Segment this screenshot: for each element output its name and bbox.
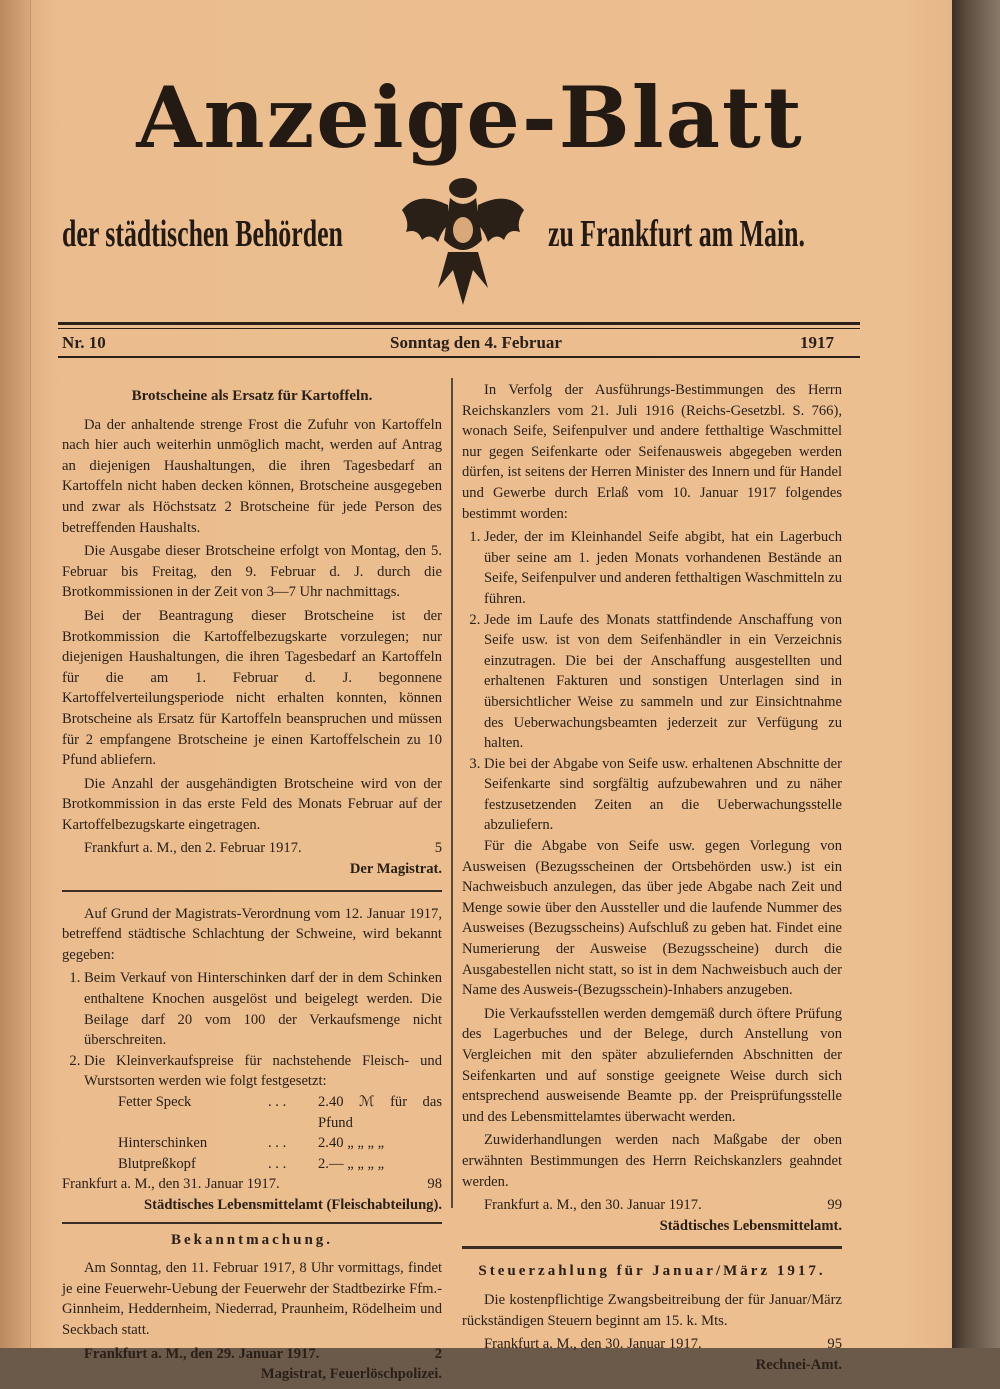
- list-item: 1. Jeder, der im Kleinhandel Seife abgibt, hat ein Lagerbuch über seine am 1. jeden Monats vorhandenen Bestände an Seife, Seifenpulver und anderen fetthaltigen Waschmitteln zu führen.: [484, 527, 842, 609]
- article-title: Bekanntmachung.: [170, 1231, 334, 1248]
- header-rule-top-thin: [58, 328, 860, 329]
- book-edge: [952, 0, 1000, 1348]
- paragraph: Die Verkaufsstellen werden demgemäß durch öftere Prüfung des Lagerbuches und der Belege, durch Anstellung von Vergleichen mit den später abzuliefernden Abschnitten der Seifenkarten und auf sonstige geeignete Weise durch sich entsprechend ausweisende Beamte pp. der Preisprüfungsstelle und des Lebensmittelamtes überwacht werden.: [462, 1005, 842, 1125]
- item-name: Blutpreßkopf: [118, 1155, 196, 1172]
- signature: Magistrat, Feuerlöschpolizei.: [260, 1366, 442, 1383]
- header-rule-top: [58, 322, 860, 325]
- masthead-subtitle-right: zu Frankfurt am Main.: [548, 213, 805, 255]
- date: Frankfurt a. M., den 29. Januar 1917.: [84, 1345, 320, 1362]
- issue-date: Sonntag den 4. Februar: [390, 333, 562, 352]
- date: Frankfurt a. M., den 30. Januar 1917.: [484, 1197, 702, 1214]
- signature: Städtisches Lebensmittelamt (Fleischabteilung).: [144, 1196, 442, 1213]
- masthead-title: Anzeige-Blatt: [136, 68, 804, 167]
- leader-dots: . . .: [268, 1155, 287, 1172]
- paragraph: Bei der Beantragung dieser Brotscheine ist der Brotkommission die Kartoffelbezugskarte vorzulegen; nur diejenigen Haushaltungen, die ihren Tagesbedarf an Kartoffeln für die am 1. Februar d. J. begonnene Kartoffelverteilungsperiode nicht erhalten konnten, können Brotscheine als Ersatz für Kartoffeln beanspruchen und müssen für 2 empfangene Brotscheine je einen Kartoffelschein zu 10 Pfund abliefern.: [62, 607, 442, 769]
- dateline: [462, 1334, 842, 1355]
- date: Frankfurt a. M., den 31. Januar 1917.: [62, 1176, 280, 1193]
- dateline: [62, 1344, 442, 1365]
- signature: Rechnei-Amt.: [755, 1356, 842, 1373]
- issue-number: Nr. 10: [62, 333, 106, 352]
- price-row: [118, 1092, 442, 1133]
- date: Frankfurt a. M., den 2. Februar 1917.: [84, 840, 302, 857]
- price-row: [118, 1154, 442, 1175]
- signature: Der Magistrat.: [349, 861, 442, 878]
- dateline: [62, 1174, 442, 1195]
- paragraph: Am Sonntag, den 11. Februar 1917, 8 Uhr vormittags, findet je eine Feuerwehr-Uebung der Feuerwehr der Stadtbezirke Ffm.-Ginnheim, Heddernheim, Niederrad, Praunheim, Rödelheim und Seckbach statt.: [62, 1260, 442, 1338]
- divider: [62, 1222, 442, 1224]
- page-binding: [0, 0, 31, 1348]
- column-divider: [451, 378, 453, 1208]
- item-price: 2.40 ℳ für das Pfund: [318, 1094, 442, 1131]
- article-title: Steuerzahlung für Januar/März 1917.: [478, 1263, 826, 1280]
- dateline: [462, 1195, 842, 1216]
- eagle-crest-icon: [398, 170, 528, 310]
- item-name: Fetter Speck: [118, 1094, 192, 1110]
- notice-number: 2: [434, 1345, 442, 1362]
- signature: Städtisches Lebensmittelamt.: [659, 1217, 842, 1234]
- date: Frankfurt a. M., den 30. Januar 1917.: [484, 1336, 702, 1353]
- list-item: 3. Die bei der Abgabe von Seife usw. erhaltenen Abschnitte der Seifenkarte sind sorgfältig aufzubewahren und zu näher festzusetzenden Zeiten an die Ueberwachungsstelle abzuliefern.: [484, 754, 842, 836]
- item-price: 2.— „ „ „ „: [318, 1155, 385, 1172]
- left-column: [62, 380, 442, 1389]
- leader-dots: . . .: [268, 1094, 287, 1110]
- issue-year: 1917: [800, 333, 834, 352]
- price-row: [118, 1133, 442, 1154]
- article-bekanntmachung: [62, 1230, 442, 1385]
- list-item: 2. Jede im Laufe des Monats stattfindende Anschaffung von Seife usw. ist von dem Seifenhändler in ein Verzeichnis einzutragen. Die bei der Anschaffung ausgestellten und erhaltenen Fakturen und sonstigen Unterlagen sind in übersichtlicher Weise zu sammeln und zur Einsichtnahme des Ueberwachungsbeamten jederzeit zur Verfügung zu halten.: [484, 610, 842, 754]
- price-list: [62, 1092, 442, 1174]
- article-steuerzahlung: [462, 1261, 842, 1375]
- notice-number: 95: [827, 1336, 842, 1353]
- dateline: [62, 838, 442, 859]
- item-price: 2.40 „ „ „ „: [318, 1135, 385, 1152]
- article-brotscheine: [62, 386, 442, 880]
- leader-dots: . . .: [268, 1135, 287, 1152]
- list-item: 1. Beim Verkauf von Hinterschinken darf der in dem Schinken enthaltene Knochen ausgelöst und beigelegt werden. Die Beilage darf 20 vom 100 der Verkaufsmenge nicht überschreiten.: [84, 968, 442, 1050]
- paragraph: In Verfolg der Ausführungs-Bestimmungen des Herrn Reichskanzlers vom 21. Juli 1916 (Reichs-Gesetzbl. S. 766), wonach Seife, Seifenpulver und andere fetthaltige Waschmittel nur gegen Seifenkarte oder Seifenausweis abgegeben werden dürfen, ist seitens der Herren Minister des Innern und für Handel und Gewerbe durch Erlaß vom 10. Januar 1917 folgendes bestimmt worden:: [462, 382, 842, 522]
- article-seife: [462, 380, 842, 1236]
- divider: [462, 1246, 842, 1249]
- paragraph: Die Anzahl der ausgehändigten Brotscheine wird von der Brotkommission in das erste Feld des Monats Februar auf der Kartoffelbezugskarte eingetragen.: [62, 775, 442, 833]
- divider: [62, 890, 442, 892]
- paragraph: Auf Grund der Magistrats-Verordnung vom 12. Januar 1917, betreffend städtische Schlachtung der Schweine, wird bekannt gegeben:: [62, 905, 442, 963]
- paragraph: Da der anhaltende strenge Frost die Zufuhr von Kartoffeln nach hier auch weiterhin unmöglich macht, werden auf Antrag an diejenigen Haushaltungen, die ihren Tagesbedarf an Kartoffeln nicht haben decken können, Brotscheine ausgegeben und zwar als Höchstsatz 2 Brotscheine für jede Person des betreffenden Haushalts.: [62, 416, 442, 536]
- masthead-subtitle-left: der städtischen Behörden: [62, 213, 343, 255]
- paragraph: Für die Abgabe von Seife usw. gegen Vorlegung von Ausweisen (Bezugsscheinen der Ortsbehörden usw.) ist ein Nachweisbuch anzulegen, das über jede Abgabe nach Zeit und Menge sowie über den Aussteller und die laufende Nummer des Ausweises (Bezugsscheins) Aufschluß zu geben hat. Findet eine Numerierung der Ausweise (Bezugsscheine) durch die Ausgabestellen nicht statt, so ist in dem Nachweisbuch auch der Name des Ausweis-(Bezugsschein)-Inhabers anzugeben.: [462, 838, 842, 999]
- item-name: Hinterschinken: [118, 1135, 208, 1152]
- paragraph: Die Ausgabe dieser Brotscheine erfolgt von Montag, den 5. Februar bis Freitag, den 9. Februar d. J. durch die Brotkommissionen in der Zeit von 3—7 Uhr nachmittags.: [62, 543, 442, 601]
- paragraph: Zuwiderhandlungen werden nach Maßgabe der oben erwähnten Bestimmungen des Herrn Reichskanzlers geahndet werden.: [462, 1132, 842, 1190]
- header-rule-bottom: [58, 356, 860, 358]
- paragraph: Die kostenpflichtige Zwangsbeitreibung der für Januar/März rückständigen Steuern beginnt am 15. k. Mts.: [462, 1291, 842, 1329]
- list-item: 2. Die Kleinverkaufspreise für nachstehende Fleisch- und Wurstsorten werden wie folgt festgesetzt:: [84, 1051, 442, 1092]
- right-column: [462, 380, 842, 1379]
- notice-number: 99: [827, 1197, 842, 1214]
- article-title: Brotscheine als Ersatz für Kartoffeln.: [131, 388, 373, 404]
- notice-number: 98: [427, 1176, 442, 1193]
- notice-number: 5: [434, 840, 442, 857]
- article-schweine: [62, 904, 442, 1216]
